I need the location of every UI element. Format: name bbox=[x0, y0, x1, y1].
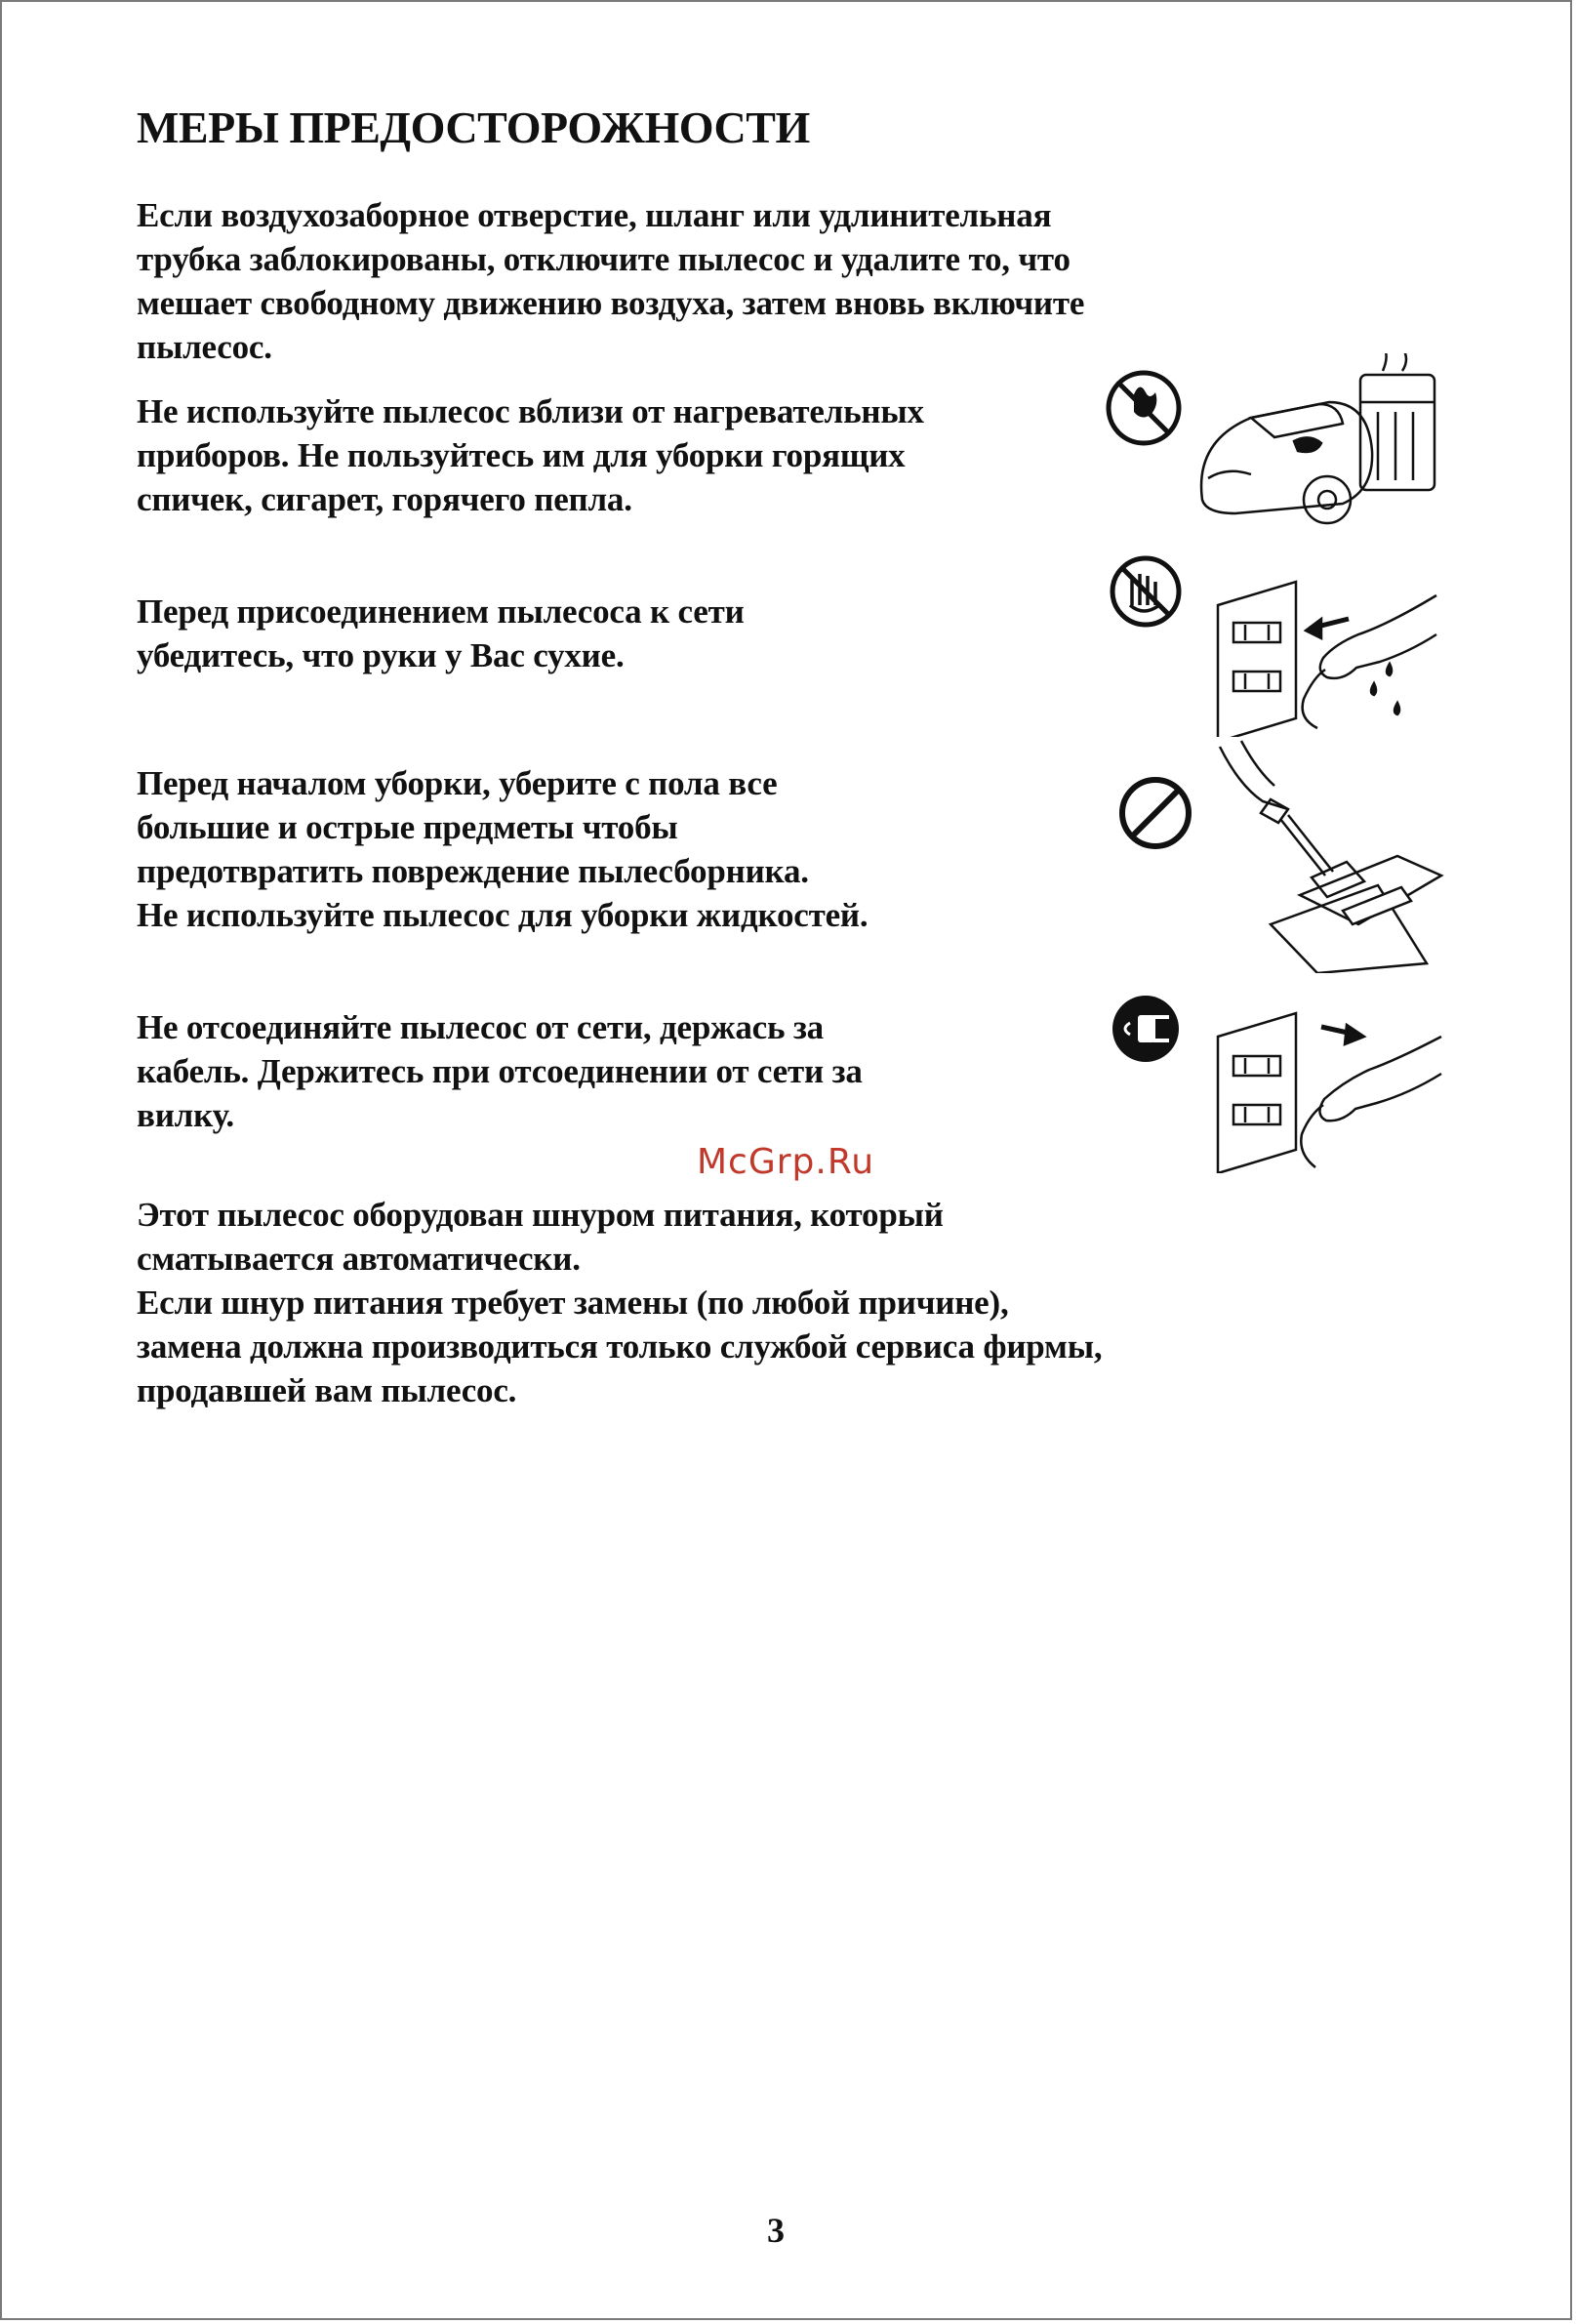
text-line: приборов. Не пользуйтесь им для уборки горящих bbox=[137, 436, 906, 474]
text-line: большие и острые предметы чтобы bbox=[137, 808, 678, 846]
page-title: МЕРЫ ПРЕДОСТОРОЖНОСТИ bbox=[137, 102, 810, 152]
hand-plugging-socket-picture bbox=[1105, 547, 1446, 737]
page-number: 3 bbox=[767, 2211, 785, 2250]
unplug-illustration bbox=[1105, 988, 1446, 1173]
hand-unplugging-socket-picture bbox=[1105, 988, 1446, 1173]
text-line: Этот пылесос оборудован шнуром питания, который bbox=[137, 1196, 944, 1234]
text-line: Не используйте пылесос вблизи от нагревательных bbox=[137, 392, 924, 430]
paragraph-air-intake bbox=[137, 193, 1084, 369]
floor-illustration bbox=[1105, 739, 1446, 973]
heater-illustration bbox=[1105, 353, 1446, 539]
paragraph-unplug bbox=[137, 1005, 863, 1137]
text-line: сматывается автоматически. bbox=[137, 1240, 581, 1278]
vacuum-nozzle-on-floor-picture bbox=[1105, 739, 1446, 973]
text-line: замена должна производиться только службой сервиса фирмы, bbox=[137, 1327, 1103, 1366]
text-line: Не используйте пылесос для уборки жидкостей. bbox=[137, 896, 869, 934]
paragraph-power-cord bbox=[137, 1193, 1102, 1412]
text-line: Если воздухозаборное отверстие, шланг или удлинительная bbox=[137, 196, 1052, 234]
text-line: Перед началом уборки, уберите с пола все bbox=[137, 764, 778, 802]
text-line: вилку. bbox=[137, 1096, 234, 1134]
pull-plug-icon bbox=[1112, 996, 1179, 1062]
text-line: Не отсоединяйте пылесос от сети, держась за bbox=[137, 1008, 824, 1046]
dry-hands-illustration bbox=[1105, 547, 1446, 737]
text-line: кабель. Держитесь при отсоединении от сети за bbox=[137, 1052, 863, 1090]
text-line: мешает свободному движению воздуха, затем вновь включите bbox=[137, 284, 1085, 322]
text-line: убедитесь, что руки у Вас сухие. bbox=[137, 636, 625, 674]
text-line: продавшей вам пылесос. bbox=[137, 1371, 517, 1409]
text-line: предотвратить повреждение пылесборника. bbox=[137, 852, 809, 890]
vacuum-near-heater-picture bbox=[1105, 353, 1446, 539]
prohibited-icon bbox=[1122, 780, 1189, 846]
text-line: Перед присоединением пылесоса к сети bbox=[137, 592, 745, 631]
paragraph-floor-objects bbox=[137, 761, 868, 937]
text-line: Если шнур питания требует замены (по любой причине), bbox=[137, 1284, 1009, 1322]
no-fire-icon bbox=[1109, 373, 1179, 443]
no-wet-hands-icon bbox=[1112, 558, 1179, 625]
text-line: спичек, сигарет, горячего пепла. bbox=[137, 480, 632, 518]
text-line: трубка заблокированы, отключите пылесос и удалите то, что bbox=[137, 240, 1071, 278]
text-line: пылесос. bbox=[137, 328, 272, 366]
watermark: McGrp.Ru bbox=[697, 1142, 875, 1182]
paragraph-dry-hands bbox=[137, 590, 745, 677]
paragraph-heaters bbox=[137, 389, 924, 521]
